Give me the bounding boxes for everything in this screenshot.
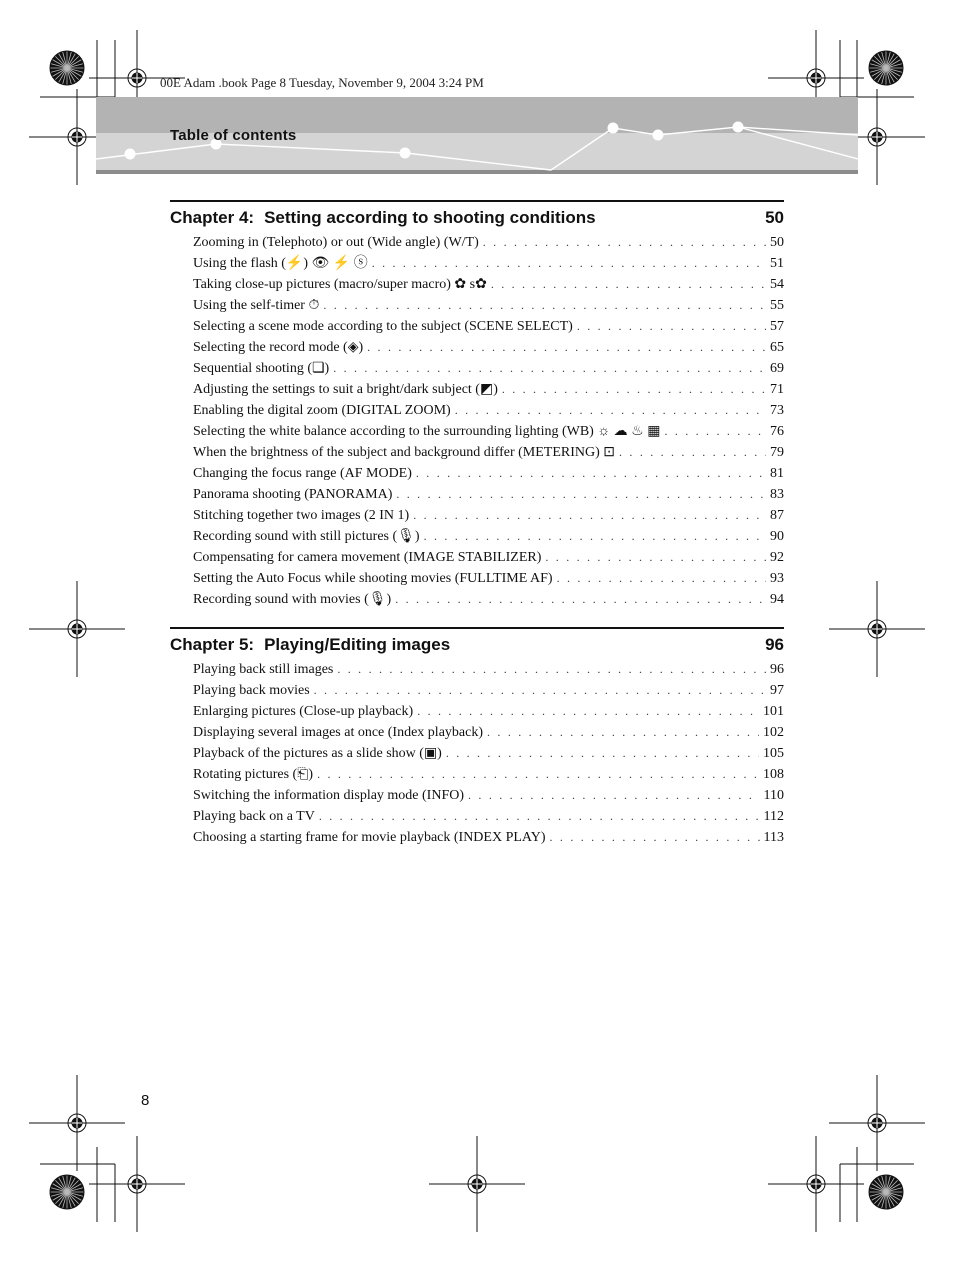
toc-entry-page: 54 bbox=[770, 277, 784, 292]
registration-star-mark bbox=[50, 1175, 84, 1209]
toc-entry-page: 96 bbox=[770, 662, 784, 677]
toc-entry[interactable] bbox=[193, 463, 784, 484]
toc-entry-page: 83 bbox=[770, 487, 784, 502]
registration-star-mark bbox=[50, 51, 84, 85]
toc-entry-title: Playing back movies bbox=[193, 683, 310, 698]
dot-leader bbox=[396, 484, 766, 505]
chapter-number: Chapter 5: bbox=[170, 635, 255, 654]
toc-entry-page: 71 bbox=[770, 382, 784, 397]
toc-entry-title: Playback of the pictures as a slide show (▣) bbox=[193, 746, 442, 761]
toc-entry-page: 105 bbox=[763, 746, 784, 761]
toc-entry-page: 90 bbox=[770, 529, 784, 544]
chapter-5-section bbox=[170, 627, 784, 848]
chapter-heading[interactable] bbox=[170, 635, 784, 657]
toc-entry-title: When the brightness of the subject and background differ (METERING) ⊡ bbox=[193, 445, 616, 460]
toc-entry-title: Playing back still images bbox=[193, 662, 334, 677]
toc-entry-page: 73 bbox=[770, 403, 784, 418]
dot-leader bbox=[317, 764, 759, 785]
toc-entry-title: Using the self-timer ⏱ bbox=[193, 298, 320, 313]
toc-entry[interactable] bbox=[193, 253, 784, 274]
chapter-title: Setting according to shooting conditions bbox=[264, 208, 596, 227]
toc-entry-page: 50 bbox=[770, 235, 784, 250]
toc-entry[interactable] bbox=[193, 316, 784, 337]
toc-entry[interactable] bbox=[193, 421, 784, 442]
registration-crosshair-mark bbox=[768, 1136, 864, 1232]
toc-entry[interactable] bbox=[193, 568, 784, 589]
registration-crosshair-mark bbox=[429, 1136, 525, 1232]
dot-leader bbox=[455, 400, 766, 421]
chapter-5-entries bbox=[170, 659, 784, 848]
toc-entry-page: 110 bbox=[763, 788, 784, 803]
dot-leader bbox=[319, 806, 760, 827]
chapter-page: 96 bbox=[765, 635, 784, 654]
toc-entry[interactable] bbox=[193, 589, 784, 610]
toc-entry-page: 87 bbox=[770, 508, 784, 523]
toc-entry-page: 92 bbox=[770, 550, 784, 565]
chapter-rule bbox=[170, 200, 784, 202]
dot-leader bbox=[446, 743, 759, 764]
toc-entry-title: Selecting the record mode (◈) bbox=[193, 340, 364, 355]
toc-entry[interactable] bbox=[193, 442, 784, 463]
dot-leader bbox=[577, 316, 766, 337]
toc-entry-title: Stitching together two images (2 IN 1) bbox=[193, 508, 410, 523]
chapter-rule bbox=[170, 627, 784, 629]
toc-entry[interactable] bbox=[193, 722, 784, 743]
dot-leader bbox=[664, 421, 766, 442]
dot-leader bbox=[314, 680, 766, 701]
dot-leader bbox=[323, 295, 766, 316]
dot-leader bbox=[550, 827, 760, 848]
toc-entry-page: 81 bbox=[770, 466, 784, 481]
toc-entry-page: 69 bbox=[770, 361, 784, 376]
toc-entry-page: 57 bbox=[770, 319, 784, 334]
toc-entry-title: Choosing a starting frame for movie playback (INDEX PLAY) bbox=[193, 830, 546, 845]
toc-entry[interactable] bbox=[193, 701, 784, 722]
chapter-heading[interactable] bbox=[170, 208, 784, 230]
toc-entry[interactable] bbox=[193, 274, 784, 295]
toc-entry-page: 97 bbox=[770, 683, 784, 698]
toc-entry-title: Using the flash (⚡) 👁 ⚡ ⓢ bbox=[193, 256, 368, 271]
chapter-4-entries bbox=[170, 232, 784, 610]
toc-entry-title: Compensating for camera movement (IMAGE STABILIZER) bbox=[193, 550, 542, 565]
toc-entry-page: 112 bbox=[763, 809, 784, 824]
dot-leader bbox=[491, 274, 766, 295]
toc-entry-title: Zooming in (Telephoto) or out (Wide angle) (W/T) bbox=[193, 235, 479, 250]
dot-leader bbox=[468, 785, 759, 806]
dot-leader bbox=[367, 337, 766, 358]
toc-entry-page: 108 bbox=[763, 767, 784, 782]
toc-entry-page: 55 bbox=[770, 298, 784, 313]
toc-entry[interactable] bbox=[193, 806, 784, 827]
dot-leader bbox=[619, 442, 766, 463]
toc-entry-title: Switching the information display mode (INFO) bbox=[193, 788, 465, 803]
registration-star-mark bbox=[869, 1175, 903, 1209]
toc-entry-title: Enlarging pictures (Close-up playback) bbox=[193, 704, 414, 719]
toc-entry-title: Rotating pictures (⎗) bbox=[193, 767, 314, 782]
toc-entry[interactable] bbox=[193, 827, 784, 848]
section-label: Table of contents bbox=[170, 127, 297, 144]
toc-entry-page: 65 bbox=[770, 340, 784, 355]
toc-entry[interactable] bbox=[193, 337, 784, 358]
toc-entry-title: Changing the focus range (AF MODE) bbox=[193, 466, 412, 481]
toc-entry-title: Panorama shooting (PANORAMA) bbox=[193, 487, 393, 502]
toc-entry[interactable] bbox=[193, 358, 784, 379]
toc-entry[interactable] bbox=[193, 484, 784, 505]
toc-entry-page: 79 bbox=[770, 445, 784, 460]
toc-entry-page: 76 bbox=[770, 424, 784, 439]
dot-leader bbox=[416, 463, 766, 484]
toc-entry-title: Playing back on a TV bbox=[193, 809, 315, 824]
chapter-number: Chapter 4: bbox=[170, 208, 255, 227]
toc-entry[interactable] bbox=[193, 505, 784, 526]
dot-leader bbox=[483, 232, 766, 253]
toc-entry-page: 102 bbox=[763, 725, 784, 740]
toc-entry[interactable] bbox=[193, 764, 784, 785]
toc-entry-title: Displaying several images at once (Index playback) bbox=[193, 725, 484, 740]
toc-entry[interactable] bbox=[193, 295, 784, 316]
toc-entry-page: 101 bbox=[763, 704, 784, 719]
toc-entry-page: 113 bbox=[763, 830, 784, 845]
dot-leader bbox=[557, 568, 766, 589]
toc-entry-title: Recording sound with movies (🎙) bbox=[193, 592, 392, 607]
registration-star-mark bbox=[869, 51, 903, 85]
toc-entry-title: Selecting a scene mode according to the subject (SCENE SELECT) bbox=[193, 319, 573, 334]
toc-entry[interactable] bbox=[193, 659, 784, 680]
dot-leader bbox=[413, 505, 766, 526]
page-number: 8 bbox=[141, 1092, 150, 1109]
dot-leader bbox=[337, 659, 766, 680]
toc-entry-title: Setting the Auto Focus while shooting movies (FULLTIME AF) bbox=[193, 571, 553, 586]
dot-leader bbox=[487, 722, 759, 743]
registration-crosshair-mark bbox=[829, 1075, 925, 1171]
dot-leader bbox=[545, 547, 766, 568]
toc-entry[interactable] bbox=[193, 743, 784, 764]
toc-entry[interactable] bbox=[193, 785, 784, 806]
toc-entry-title: Adjusting the settings to suit a bright/dark subject (◩) bbox=[193, 382, 498, 397]
toc-entry[interactable] bbox=[193, 547, 784, 568]
toc-entry[interactable] bbox=[193, 379, 784, 400]
toc-entry-title: Sequential shooting (❏) bbox=[193, 361, 330, 376]
chapter-4-section bbox=[170, 200, 784, 610]
toc-entry[interactable] bbox=[193, 232, 784, 253]
registration-crosshair-mark bbox=[29, 581, 125, 677]
dot-leader bbox=[424, 526, 766, 547]
toc-entry[interactable] bbox=[193, 526, 784, 547]
registration-crosshair-mark bbox=[829, 581, 925, 677]
toc-entry-title: Enabling the digital zoom (DIGITAL ZOOM) bbox=[193, 403, 451, 418]
print-slug: 00E Adam .book Page 8 Tuesday, November 9, 2004 3:24 PM bbox=[160, 75, 484, 90]
dot-leader bbox=[417, 701, 759, 722]
toc-entry-title: Taking close-up pictures (macro/super macro) ✿ s✿ bbox=[193, 277, 487, 292]
toc-entry-page: 93 bbox=[770, 571, 784, 586]
dot-leader bbox=[395, 589, 766, 610]
dot-leader bbox=[333, 358, 766, 379]
toc-entry-title: Recording sound with still pictures (🎙) bbox=[193, 529, 420, 544]
dot-leader bbox=[502, 379, 766, 400]
toc-entry[interactable] bbox=[193, 400, 784, 421]
chapter-page: 50 bbox=[765, 208, 784, 227]
toc-entry-title: Selecting the white balance according to the surrounding lighting (WB) ☼ ☁ ♨ ▦ bbox=[193, 424, 661, 439]
registration-crosshair-mark bbox=[89, 1136, 185, 1232]
toc-entry-page: 51 bbox=[770, 256, 784, 271]
dot-leader bbox=[372, 253, 766, 274]
toc-entry[interactable] bbox=[193, 680, 784, 701]
toc-entry-page: 94 bbox=[770, 592, 784, 607]
registration-crosshair-mark bbox=[29, 1075, 125, 1171]
chapter-title: Playing/Editing images bbox=[264, 635, 451, 654]
